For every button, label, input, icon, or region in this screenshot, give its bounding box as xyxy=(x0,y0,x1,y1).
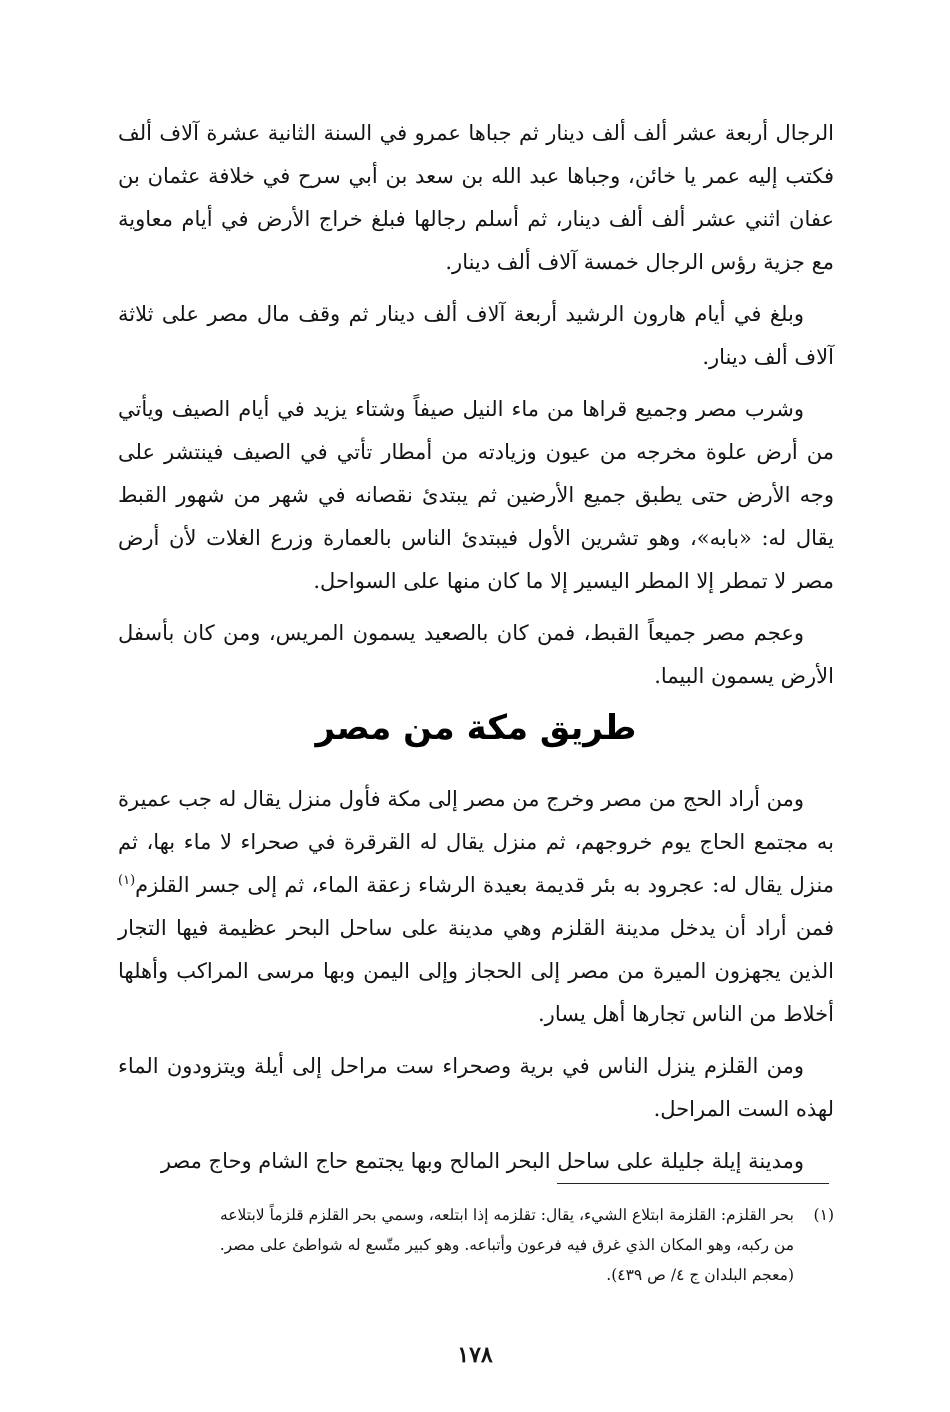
paragraph: ومدينة إيلة جليلة على ساحل البحر المالح وبها يجتمع حاج الشام وحاج مصر xyxy=(160,1149,804,1173)
footnote-first-line xyxy=(104,1200,834,1230)
footnote-number: (١) xyxy=(813,1206,834,1224)
footnote xyxy=(104,1200,834,1290)
text-block-top xyxy=(118,112,834,707)
paragraph: ومن القلزم ينزل الناس في برية وصحراء ست مراحل إلى أيلة ويتزودون الماء لهذه الست المراحل. xyxy=(118,1054,834,1121)
paragraph: وبلغ في أيام هارون الرشيد أربعة آلاف ألف دينار ثم وقف مال مصر على ثلاثة آلاف ألف دينار. xyxy=(118,302,834,369)
paragraph-text: فمن أراد أن يدخل مدينة القلزم وهي مدينة على ساحل البحر عظيمة فيها التجار الذين يجهزون الميرة من مصر إلى الحجاز وإلى اليمن وبها مرسى المراكب وأهلها أخلاط من الناس تجارها أهل يسار. xyxy=(118,916,834,1026)
footnote-divider xyxy=(557,1183,829,1184)
paragraph: الرجال أربعة عشر ألف ألف دينار ثم جباها عمرو في السنة الثانية عشرة آلاف ألف فكتب إليه عمر يا خائن، وجباها عبد الله بن سعد بن أبي سرح في خلافة عثمان بن عفان اثني عشر ألف ألف دينار، ثم أسلم رجالها فبلغ خراج الأرض في أيام معاوية مع جزية رؤس الرجال خمسة آلاف ألف دينار. xyxy=(118,121,834,274)
paragraph-text: ومن أراد الحج من مصر وخرج من مصر إلى مكة فأول منزل يقال له جب عميرة به مجتمع الحاج يوم خروجهم، ثم منزل يقال له القرقرة في صحراء لا ماء بها، ثم منزل يقال له: عجرود به بئر قديمة بعيدة الرشاء زعقة الماء، ثم إلى جسر القلزم xyxy=(118,787,834,897)
footnote-text: بحر القلزم: القلزمة ابتلاع الشيء، يقال: تقلزمه إذا ابتلعه، وسمي بحر القلزم قلزماً لابتلاعه xyxy=(220,1206,794,1224)
footnote-text: من ركبه، وهو المكان الذي غرق فيه فرعون وأتباعه. وهو كبير متّسع له شواطئ على مصر. xyxy=(219,1236,794,1254)
text-block-bottom xyxy=(118,778,834,1192)
paragraph: وشرب مصر وجميع قراها من ماء النيل صيفاً وشتاء يزيد في أيام الصيف ويأتي من أرض علوة مخرجه من عيون وزيادته من أمطار تأتي في الصيف فينتشر على وجه الأرض حتى يطبق جميع الأرضين ثم يبتدئ نقصانه في شهر من شهور القبط يقال له: «بابه»، وهو تشرين الأول فيبتدئ الناس بالعمارة وزرع الغلات لأن أرض مصر لا تمطر إلا المطر اليسير إلا ما كان منها على السواحل. xyxy=(118,397,834,593)
paragraph: وعجم مصر جميعاً القبط، فمن كان بالصعيد يسمون المريس، ومن كان بأسفل الأرض يسمون البيما. xyxy=(118,621,834,688)
footnote-reference[interactable]: (١) xyxy=(118,873,136,888)
footnote-text: (معجم البلدان ج ٤/ ص ٤٣٩). xyxy=(606,1266,794,1284)
section-heading: طريق مكة من مصر xyxy=(315,708,637,748)
paragraph xyxy=(118,778,834,1036)
page-number: ١٧٨ xyxy=(457,1342,493,1368)
